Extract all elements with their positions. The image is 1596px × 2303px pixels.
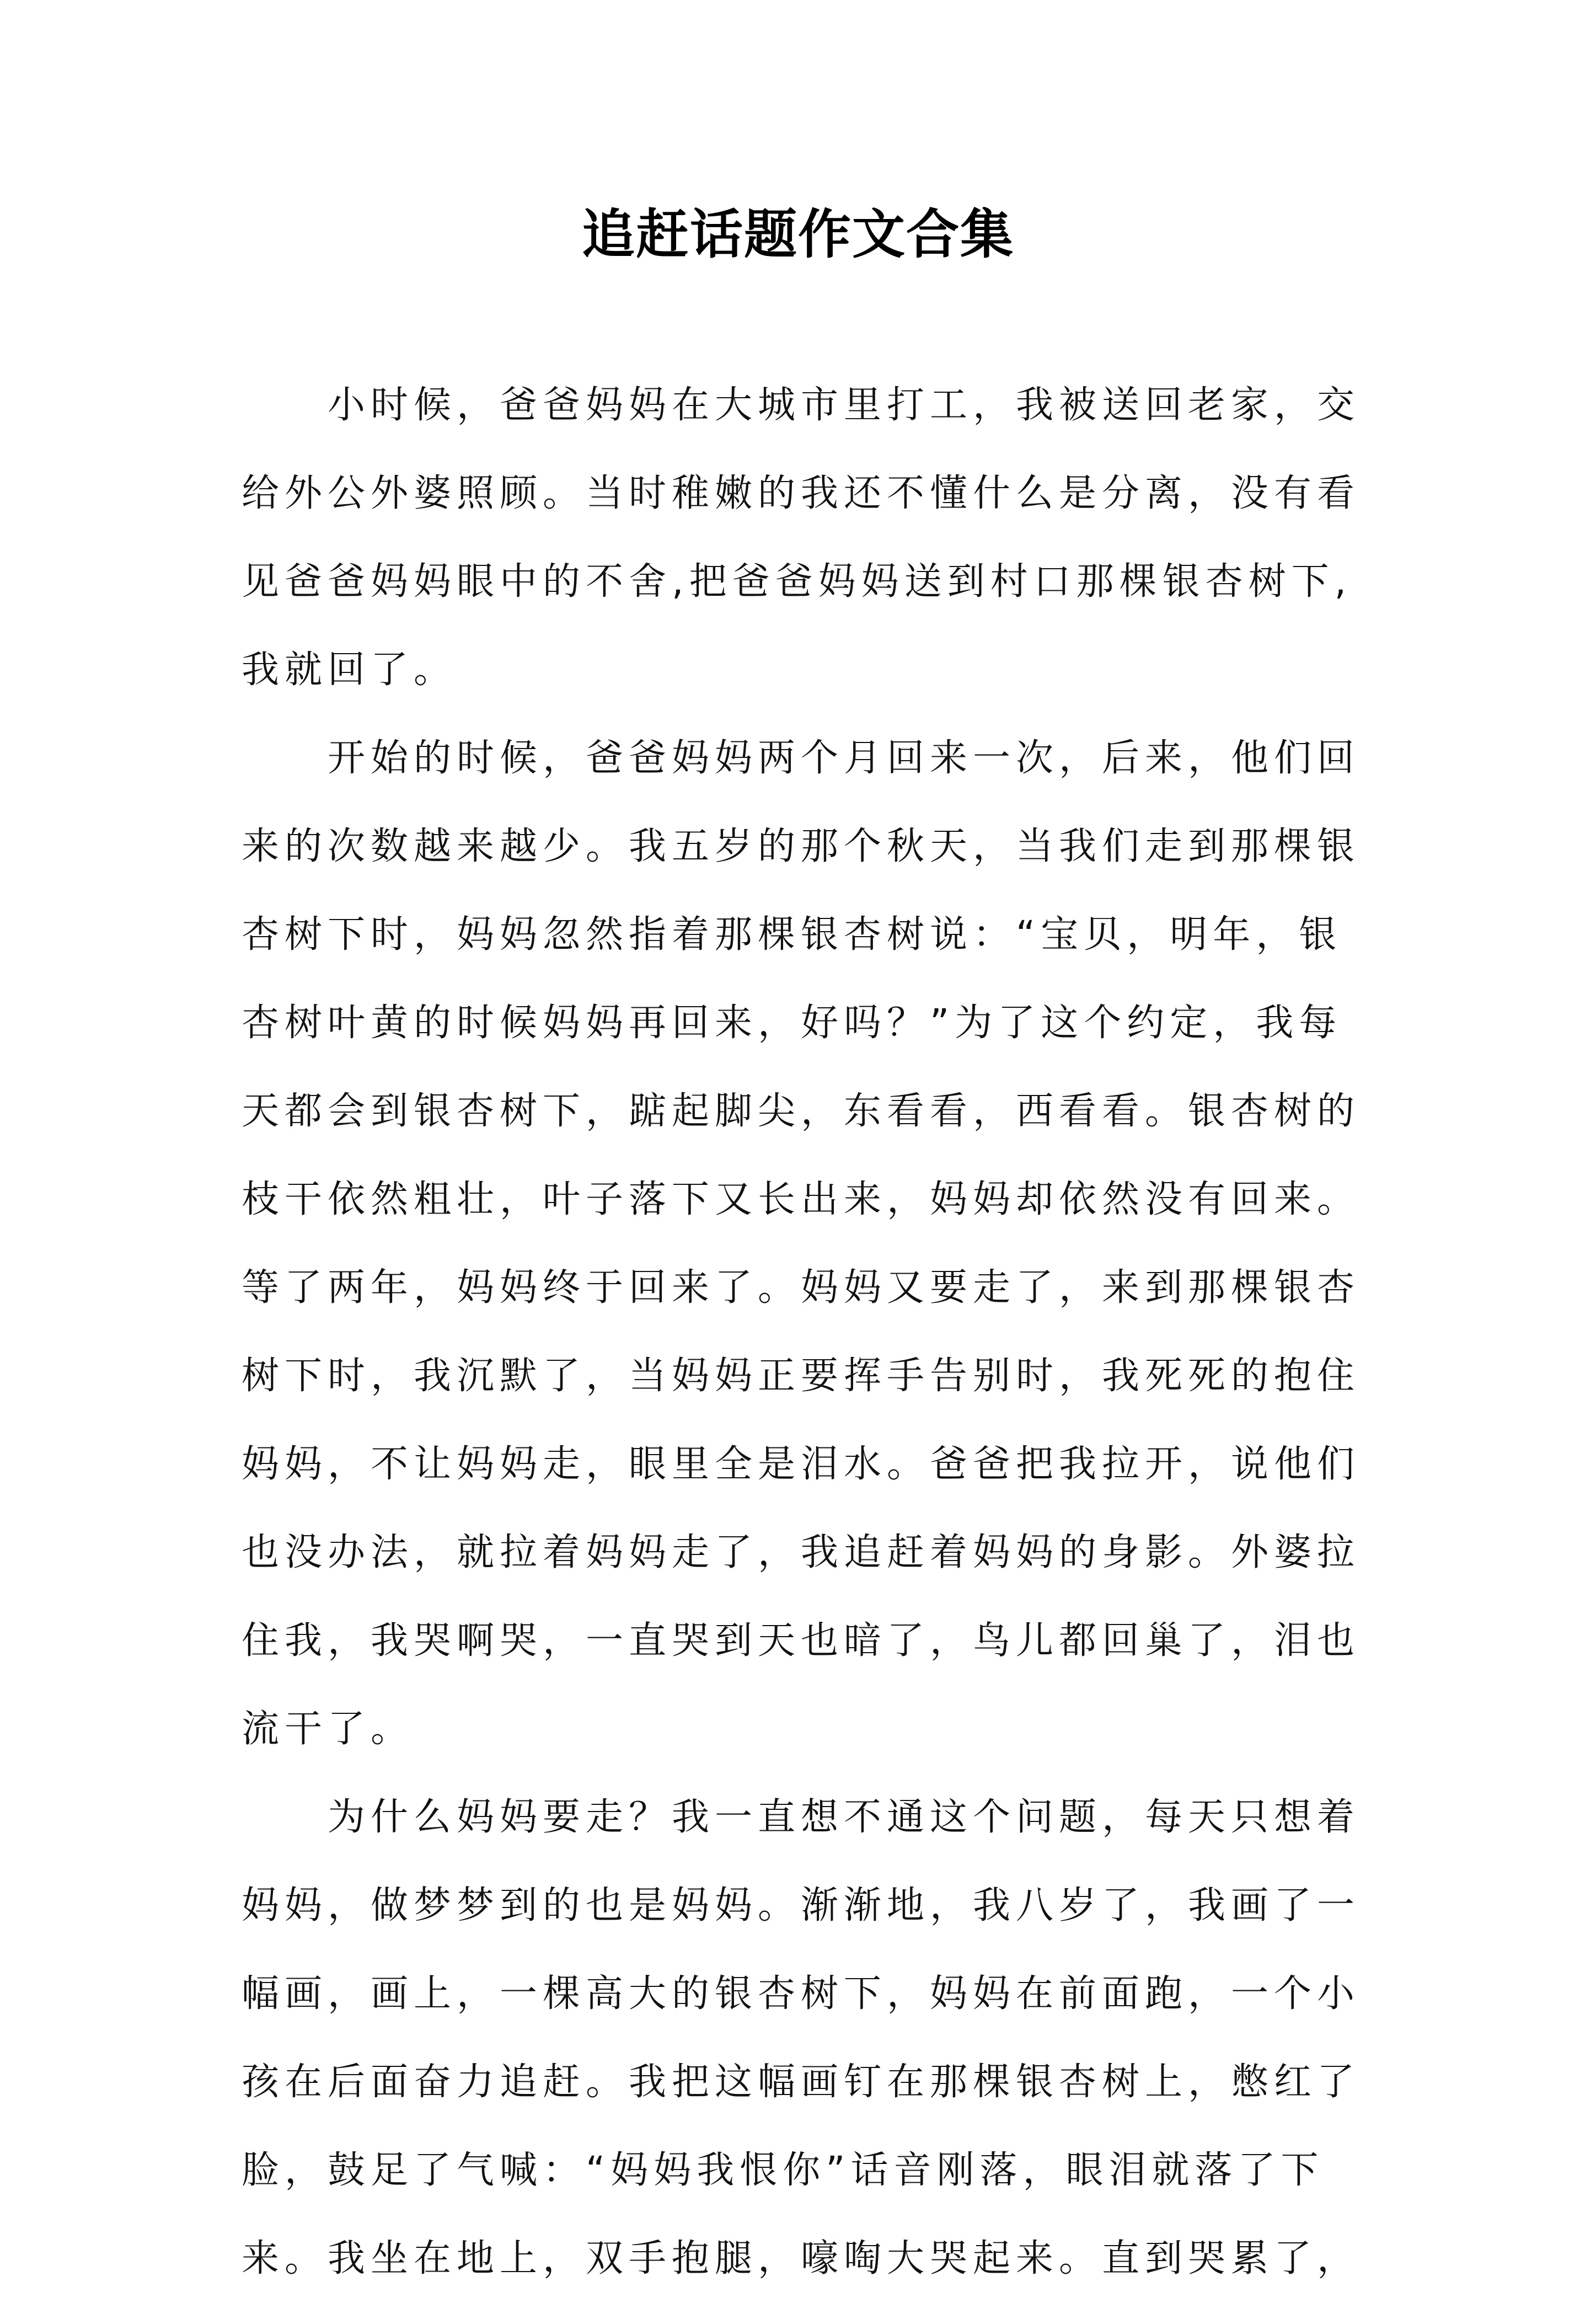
paragraph-1 — [242, 361, 1367, 714]
paragraph-3 — [242, 1773, 1367, 2303]
paragraph-line: 来。我坐在地上，双手抱腿，嚎啕大哭起来。直到哭累了， — [242, 2237, 1361, 2280]
paragraph-2 — [242, 714, 1367, 1773]
paragraph-line: 妈妈，不让妈妈走，眼里全是泪水。爸爸把我拉开，说他们 — [242, 1442, 1361, 1486]
paragraph-line: 小时候，爸爸妈妈在大城市里打工，我被送回老家，交 — [328, 383, 1361, 427]
paragraph-line: 孩在后面奋力追赶。我把这幅画钉在那棵银杏树上，憋红了 — [242, 2060, 1361, 2104]
document-body — [242, 361, 1367, 2303]
paragraph-line: 见爸爸妈妈眼中的不舍,把爸爸妈妈送到村口那棵银杏树下, — [242, 560, 1352, 603]
paragraph-line: 幅画，画上，一棵高大的银杏树下，妈妈在前面跑，一个小 — [242, 1972, 1361, 2016]
paragraph-line: 住我，我哭啊哭，一直哭到天也暗了，鸟儿都回巢了，泪也 — [242, 1619, 1361, 1663]
paragraph-line: 树下时，我沉默了，当妈妈正要挥手告别时，我死死的抱住 — [242, 1354, 1361, 1398]
paragraph-line: 妈妈，做梦梦到的也是妈妈。渐渐地，我八岁了，我画了一 — [242, 1884, 1361, 1927]
paragraph-line: 枝干依然粗壮，叶子落下又长出来，妈妈却依然没有回来。 — [242, 1178, 1361, 1221]
paragraph-line: 脸，鼓足了气喊：“妈妈我恨你”话音刚落，眼泪就落了下 — [242, 2149, 1324, 2192]
paragraph-line: 杏树下时，妈妈忽然指着那棵银杏树说：“宝贝，明年，银 — [242, 913, 1342, 957]
paragraph-line: 来的次数越来越少。我五岁的那个秋天，当我们走到那棵银 — [242, 825, 1361, 868]
paragraph-line: 也没办法，就拉着妈妈走了，我追赶着妈妈的身影。外婆拉 — [242, 1531, 1361, 1574]
paragraph-line: 为什么妈妈要走？我一直想不通这个问题，每天只想着 — [328, 1796, 1361, 1839]
paragraph-line: 我就回了。 — [242, 648, 457, 692]
paragraph-line: 等了两年，妈妈终于回来了。妈妈又要走了，来到那棵银杏 — [242, 1266, 1361, 1310]
paragraph-line: 开始的时候，爸爸妈妈两个月回来一次，后来，他们回 — [328, 736, 1361, 780]
paragraph-line: 杏树叶黄的时候妈妈再回来，好吗？”为了这个约定，我每 — [242, 1001, 1342, 1045]
paragraph-line: 天都会到银杏树下，踮起脚尖，东看看，西看看。银杏树的 — [242, 1089, 1361, 1133]
paragraph-line: 给外公外婆照顾。当时稚嫩的我还不懂什么是分离，没有看 — [242, 472, 1361, 515]
paragraph-line: 流干了。 — [242, 1707, 414, 1751]
document-title: 追赶话题作文合集 — [582, 203, 1014, 265]
